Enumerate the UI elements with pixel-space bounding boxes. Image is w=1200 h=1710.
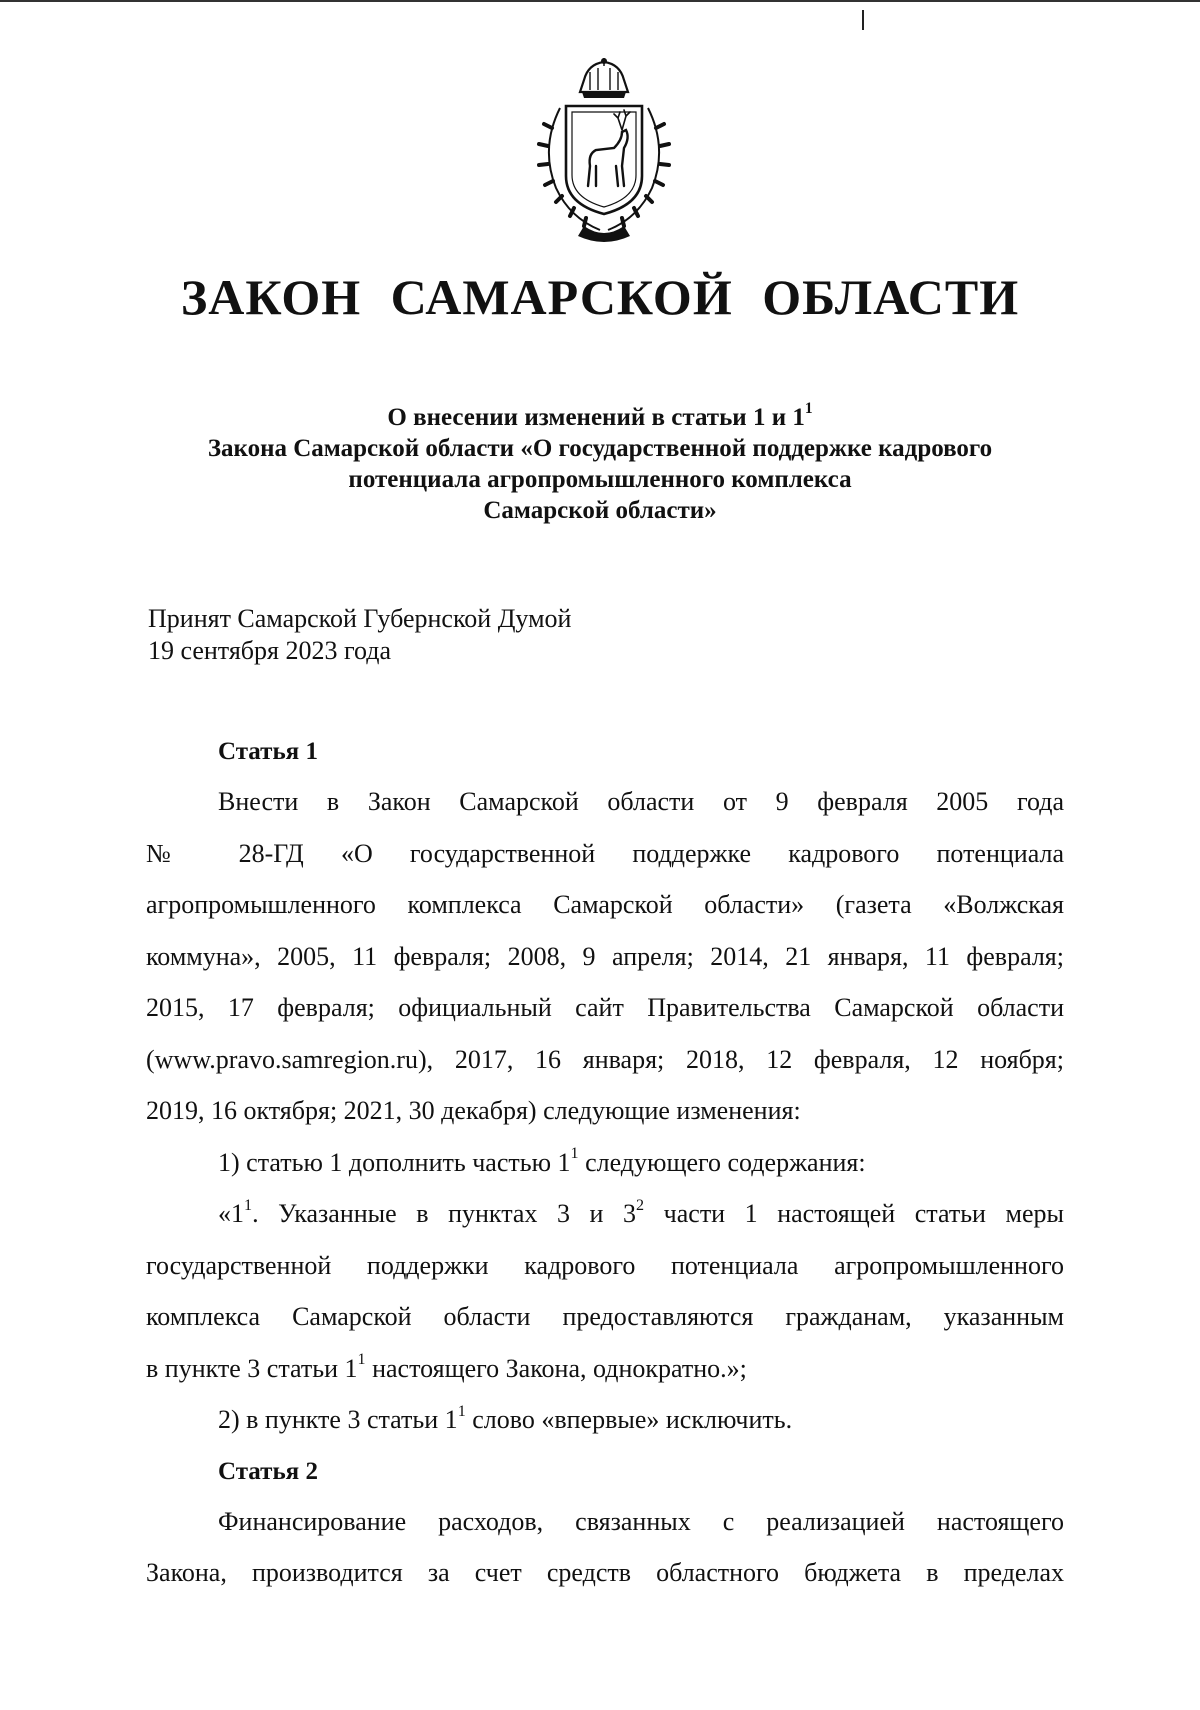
- article-1-line: (www.pravo.samregion.ru), 2017, 16 января; 2018, 12 февраля, 12 ноября;: [146, 1044, 1064, 1074]
- law-subtitle: [130, 402, 1070, 526]
- coat-of-arms-emblem: [526, 58, 682, 242]
- article-1-quote-line: государственной поддержки кадрового потенциала агропромышленного: [146, 1250, 1064, 1280]
- subtitle-line: потенциала агропромышленного комплекса: [348, 466, 852, 493]
- adoption-block: [148, 603, 571, 667]
- article-1-quote-line: «$1^1$. Указанные в пунктах 3 и $3^2$ части 1 настоящей статьи меры: [218, 1196, 1064, 1228]
- article-2-line: Финансирование расходов, связанных с реализацией настоящего: [218, 1506, 1064, 1536]
- article-1-quote-line: в пункте 3 статьи $1^1$ настоящего Закона, однократно.»;: [146, 1351, 747, 1383]
- subtitle-line: Самарской области»: [483, 497, 717, 524]
- scan-edge-line: [0, 0, 1200, 2]
- article-1-item-1: 1) статью 1 дополнить частью $1^1$ следующего содержания:: [218, 1145, 866, 1177]
- subtitle-line: Закона Самарской области «О государственной поддержке кадрового: [207, 435, 993, 462]
- adopted-by: Принят Самарской Губернской Думой: [148, 604, 572, 633]
- subtitle-line: О внесении изменений в статьи 1 и $1^1$: [387, 400, 813, 431]
- law-title: ЗАКОН САМАРСКОЙ ОБЛАСТИ: [180, 269, 1020, 325]
- article-1-line: 2015, 17 февраля; официальный сайт Правительства Самарской области: [146, 993, 1064, 1022]
- law-body: [146, 732, 1064, 1605]
- article-1-line: 2019, 16 октября; 2021, 30 декабря) следующие изменения:: [146, 1096, 801, 1125]
- scan-mark: [862, 10, 864, 30]
- article-1-quote-line: комплекса Самарской области предоставляются гражданам, указанным: [146, 1302, 1064, 1331]
- article-1-item-2: 2) в пункте 3 статьи $1^1$ слово «впервые» исключить.: [218, 1402, 793, 1434]
- article-1-line: Внести в Закон Самарской области от 9 февраля 2005 года: [218, 787, 1064, 816]
- article-1-heading: Статья 1: [218, 738, 318, 765]
- article-1-line: агропромышленного комплекса Самарской области» (газета «Волжская: [146, 890, 1064, 919]
- adopted-date: 19 сентября 2023 года: [148, 636, 392, 665]
- article-1-line: № 28-ГД «О государственной поддержке кадрового потенциала: [146, 838, 1064, 868]
- article-2-heading: Статья 2: [218, 1457, 318, 1485]
- article-2-line: Закона, производится за счет средств областного бюджета в пределах: [146, 1558, 1064, 1587]
- article-1-line: коммуна», 2005, 11 февраля; 2008, 9 апреля; 2014, 21 января, 11 февраля;: [146, 941, 1064, 971]
